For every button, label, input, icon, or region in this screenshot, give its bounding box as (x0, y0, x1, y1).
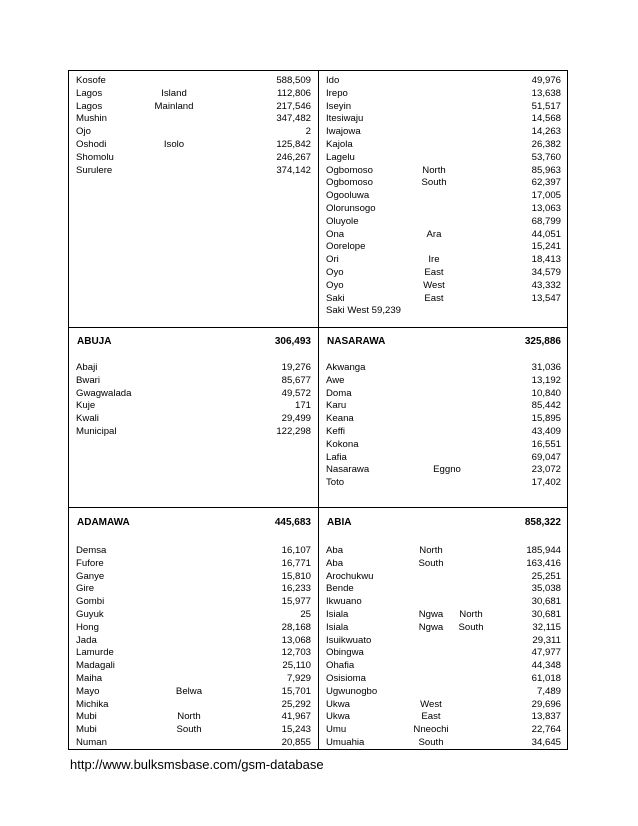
lga-name: Nasarawa (326, 464, 370, 476)
lga-name: Ogbomoso (326, 164, 373, 176)
table-row (319, 203, 568, 216)
lga-qualifier: South (418, 557, 444, 569)
table-row (69, 400, 318, 413)
table-row (319, 673, 568, 686)
lga-value: 112,806 (277, 87, 311, 99)
lga-value: 23,072 (531, 464, 561, 476)
lga-value: 29,696 (531, 698, 561, 710)
table-row (319, 609, 568, 622)
table-row (319, 216, 568, 229)
lga-qualifier: Mainland (154, 100, 194, 112)
rows-list (319, 75, 568, 318)
lga-value: 53,760 (531, 151, 561, 163)
lga-value: 22,764 (531, 724, 561, 736)
table-row (69, 596, 318, 609)
lga-name: Karu (326, 400, 347, 412)
table-row (69, 113, 318, 126)
lga-name: Kwali (76, 413, 99, 425)
lga-value: 25 (300, 608, 311, 620)
lga-name: Lagos (76, 87, 103, 99)
data-table (68, 70, 568, 750)
lga-name: Mushin (76, 113, 107, 125)
lga-name: Madagali (76, 660, 115, 672)
lga-value: 122,298 (276, 425, 311, 437)
table-row (319, 400, 568, 413)
lga-value: 12,703 (281, 647, 311, 659)
lga-name: Oorelope (326, 241, 366, 253)
lga-name: Saki West 59,239 (326, 305, 402, 317)
table-row (69, 609, 318, 622)
lga-name: Doma (326, 387, 352, 399)
lga-name: Awe (326, 374, 345, 386)
lga-value: 44,348 (531, 660, 561, 672)
lga-value: 32,115 (532, 621, 561, 633)
lga-name: Lagos (76, 100, 103, 112)
table-row (319, 711, 568, 724)
lga-value: 26,382 (531, 138, 561, 150)
lga-name: Aba (326, 557, 344, 569)
state-name: NASARAWA (327, 336, 386, 347)
lga-value: 14,568 (531, 113, 561, 125)
lga-value: 125,842 (276, 138, 311, 150)
table-row (69, 126, 318, 139)
lga-name: Ikwuano (326, 596, 362, 608)
lga-value: 49,572 (281, 387, 311, 399)
state-name: ABIA (327, 517, 352, 528)
lga-value: 13,638 (531, 87, 561, 99)
table-row (319, 139, 568, 152)
table-row (319, 545, 568, 558)
table-row (69, 362, 318, 375)
lga-value: 30,681 (531, 596, 561, 608)
table-row (69, 139, 318, 152)
lga-name: Mayo (76, 685, 100, 697)
lga-name: Mubi (76, 711, 97, 723)
lga-name: Toto (326, 477, 345, 489)
section-header (319, 336, 568, 352)
table-row (319, 75, 568, 88)
rows-list (319, 545, 568, 750)
lga-value: 44,051 (531, 228, 561, 240)
lga-name: Akwanga (326, 362, 366, 373)
table-row (69, 699, 318, 712)
lga-name: Isuikwuato (326, 634, 372, 646)
lga-value: 13,837 (531, 711, 561, 723)
lga-name: Oyo (326, 266, 344, 278)
lga-name: Guyuk (76, 608, 104, 620)
lga-name: Ido (326, 75, 340, 86)
lga-name: Lagelu (326, 151, 355, 163)
lga-qualifier: West (423, 279, 445, 291)
lga-name: Oshodi (76, 138, 107, 150)
table-row (319, 571, 568, 584)
table-row (69, 152, 318, 165)
lga-qualifier: East (421, 711, 441, 723)
lga-qualifier: West (420, 698, 442, 710)
table-row (319, 583, 568, 596)
table-row (319, 686, 568, 699)
lga-name: Kosofe (76, 75, 106, 86)
lga-qualifier: Eggno (433, 464, 461, 476)
lga-name: Lamurde (76, 647, 114, 659)
lga-qualifier: South (176, 724, 202, 736)
table-row (319, 647, 568, 660)
lga-qualifier: Isolo (163, 138, 185, 150)
lga-value: 34,579 (531, 266, 561, 278)
lga-name: Osisioma (326, 672, 366, 684)
table-row (319, 622, 568, 635)
lga-value: 15,895 (531, 413, 561, 425)
lga-name: Oluyole (326, 215, 359, 227)
lga-value: 15,241 (531, 241, 561, 253)
lga-value: 16,107 (281, 545, 311, 556)
lga-value: 34,645 (531, 736, 561, 748)
lga-value: 185,944 (526, 545, 561, 556)
table-row (319, 477, 568, 490)
lga-name: Kuje (76, 400, 96, 412)
lga-qualifier: Ire (428, 254, 440, 266)
lga-name: Bende (326, 583, 354, 595)
col-right (319, 327, 568, 507)
table-row (319, 388, 568, 401)
table-row (319, 375, 568, 388)
lga-name: Hong (76, 621, 99, 633)
table-row (69, 558, 318, 571)
lga-name: Umuahia (326, 736, 365, 748)
section-header (319, 517, 568, 533)
col-right (319, 71, 568, 327)
table-row (319, 229, 568, 242)
state-total: 325,886 (524, 336, 561, 347)
lga-value: 43,332 (531, 279, 561, 291)
lga-qualifier: Ngwa (418, 621, 444, 633)
lga-name: Gwagwalada (76, 387, 132, 399)
lga-value: 14,263 (531, 126, 561, 138)
lga-name: Iseyin (326, 100, 352, 112)
table-row (319, 724, 568, 737)
lga-name: Ukwa (326, 711, 350, 723)
state-name: ABUJA (77, 336, 112, 347)
lga-name: Mubi (76, 724, 97, 736)
footer-url[interactable]: http://www.bulksmsbase.com/gsm-database (70, 757, 324, 772)
lga-name: Ogbomoso (326, 177, 373, 189)
table-row (69, 635, 318, 648)
table-row (69, 737, 318, 750)
lga-value: 41,967 (281, 711, 311, 723)
lga-value: 7,489 (536, 685, 561, 697)
lga-value: 2 (305, 126, 311, 138)
lga-value: 15,977 (281, 596, 311, 608)
lga-value: 25,292 (281, 698, 311, 710)
table-row (319, 241, 568, 254)
state-total: 306,493 (274, 336, 311, 347)
lga-value: 61,018 (531, 672, 561, 684)
lga-name: Michika (76, 698, 109, 710)
lga-value: 31,036 (531, 362, 561, 373)
lga-qualifier: Nneochi (413, 724, 449, 736)
table-row (69, 413, 318, 426)
lga-name: Ukwa (326, 698, 350, 710)
lga-value: 217,546 (276, 100, 311, 112)
lga-name: Ona (326, 228, 345, 240)
lga-value: 85,677 (281, 374, 311, 386)
lga-name: Shomolu (76, 151, 114, 163)
lga-name: Ori (326, 254, 339, 266)
table-row (319, 190, 568, 203)
lga-name: Keana (326, 413, 354, 425)
table-row (319, 113, 568, 126)
table-row (69, 711, 318, 724)
lga-qualifier: East (424, 292, 444, 304)
lga-value: 13,547 (531, 292, 561, 304)
rows-list (69, 545, 318, 750)
table-row (319, 88, 568, 101)
table-row (69, 388, 318, 401)
lga-name: Ogooluwa (326, 190, 370, 202)
table-row (69, 426, 318, 439)
lga-name: Gire (76, 583, 95, 595)
lga-name: Ohafia (326, 660, 355, 672)
table-row (319, 101, 568, 114)
lga-value: 16,771 (281, 557, 311, 569)
lga-value: 15,701 (281, 685, 311, 697)
table-row (319, 267, 568, 280)
lga-name: Surulere (76, 164, 113, 176)
lga-name: Olorunsogo (326, 202, 376, 214)
lga-name: Keffi (326, 425, 346, 437)
lga-qualifier-2: South (458, 621, 484, 633)
lga-value: 15,810 (281, 570, 311, 582)
lga-name: Itesiwaju (326, 113, 364, 125)
lga-value: 347,482 (276, 113, 311, 125)
lga-value: 69,047 (531, 451, 561, 463)
lga-name: Fufore (76, 557, 104, 569)
table-row (319, 596, 568, 609)
lga-value: 588,509 (276, 75, 311, 86)
lga-qualifier: South (418, 736, 444, 748)
state-total: 858,322 (524, 517, 561, 528)
table-row (319, 126, 568, 139)
lga-value: 15,243 (281, 724, 311, 736)
lga-value: 29,499 (281, 413, 311, 425)
lga-value: 17,005 (531, 190, 561, 202)
lga-value: 16,551 (531, 438, 561, 450)
lga-name: Umu (326, 724, 347, 736)
lga-name: Ganye (76, 570, 105, 582)
section-header (69, 517, 318, 533)
table-row (69, 647, 318, 660)
table-row (69, 88, 318, 101)
rows-list (319, 362, 568, 490)
table-row (69, 375, 318, 388)
lga-qualifier: North (177, 711, 201, 723)
lga-name: Aba (326, 545, 344, 556)
lga-name: Isiala (326, 621, 349, 633)
lga-name: Ugwunogbo (326, 685, 378, 697)
table-row (319, 439, 568, 452)
lga-value: 28,168 (281, 621, 311, 633)
lga-value: 17,402 (531, 477, 561, 489)
table-row (319, 293, 568, 306)
table-row (319, 699, 568, 712)
table-row (69, 101, 318, 114)
lga-name: Demsa (76, 545, 107, 556)
table-row (69, 165, 318, 178)
table-row (69, 673, 318, 686)
lga-value: 7,929 (286, 672, 311, 684)
lga-qualifier: South (421, 177, 447, 189)
table-row (319, 280, 568, 293)
table-row (69, 545, 318, 558)
state-name: ADAMAWA (77, 517, 130, 528)
lga-name: Gombi (76, 596, 105, 608)
lga-value: 19,276 (281, 362, 311, 373)
state-total: 445,683 (274, 517, 311, 528)
lga-qualifier: Belwa (175, 685, 203, 697)
lga-name: Iwajowa (326, 126, 361, 138)
table-row (319, 452, 568, 465)
table-row (319, 426, 568, 439)
lga-name: Jada (76, 634, 97, 646)
section-abuja-nasarawa (69, 327, 567, 507)
lga-value: 13,192 (531, 374, 561, 386)
lga-value: 20,855 (281, 736, 311, 748)
lga-value: 85,442 (531, 400, 561, 412)
lga-name: Kajola (326, 138, 353, 150)
table-row (319, 413, 568, 426)
table-row (319, 177, 568, 190)
section-adamawa-abia (69, 507, 567, 750)
lga-name: Kokona (326, 438, 359, 450)
lga-qualifier-2: North (459, 608, 483, 620)
lga-qualifier: Ngwa (418, 608, 444, 620)
table-row (69, 686, 318, 699)
lga-name: Arochukwu (326, 570, 374, 582)
lga-value: 30,681 (531, 608, 561, 620)
lga-value: 47,977 (531, 647, 561, 659)
lga-name: Isiala (326, 608, 349, 620)
lga-value: 18,413 (531, 254, 561, 266)
table-row (69, 583, 318, 596)
lga-name: Lafia (326, 451, 347, 463)
lga-name: Saki (326, 292, 345, 304)
lga-qualifier: Island (161, 87, 187, 99)
lga-value: 62,397 (531, 177, 561, 189)
lga-value: 13,068 (281, 634, 311, 646)
col-left (69, 327, 318, 507)
table-row (319, 635, 568, 648)
lga-name: Obingwa (326, 647, 364, 659)
lga-value: 43,409 (531, 425, 561, 437)
rows-list (69, 362, 318, 439)
lga-qualifier: North (419, 545, 443, 556)
lga-name: Abaji (76, 362, 98, 373)
table-row (69, 724, 318, 737)
lga-value: 68,799 (531, 215, 561, 227)
lga-value: 49,976 (531, 75, 561, 86)
col-left (69, 507, 318, 750)
table-row (69, 660, 318, 673)
lga-value: 13,063 (531, 202, 561, 214)
table-row (319, 660, 568, 673)
col-right (319, 507, 568, 750)
lga-name: Municipal (76, 425, 117, 437)
lga-value: 85,963 (531, 164, 561, 176)
lga-value: 10,840 (531, 387, 561, 399)
lga-value: 51,517 (531, 100, 561, 112)
lga-name: Numan (76, 736, 107, 748)
lga-qualifier: East (424, 266, 444, 278)
col-left (69, 71, 318, 327)
lga-name: Irepo (326, 87, 348, 99)
lga-value: 29,311 (532, 634, 561, 646)
lga-value: 374,142 (276, 164, 311, 176)
lga-name: Maiha (76, 672, 103, 684)
table-row (319, 305, 568, 318)
lga-value: 25,251 (531, 570, 561, 582)
table-row (319, 254, 568, 267)
section-header (69, 336, 318, 352)
lga-value: 246,267 (276, 151, 311, 163)
rows-list (69, 75, 318, 177)
lga-name: Oyo (326, 279, 344, 291)
table-row (69, 75, 318, 88)
table-row (319, 464, 568, 477)
table-row (319, 152, 568, 165)
table-row (69, 571, 318, 584)
table-row (319, 165, 568, 178)
table-row (319, 558, 568, 571)
lga-value: 35,038 (531, 583, 561, 595)
section-oyo-lagos (69, 71, 567, 327)
table-row (319, 362, 568, 375)
lga-value: 163,416 (526, 557, 561, 569)
lga-qualifier: North (422, 164, 446, 176)
lga-value: 16,233 (281, 583, 311, 595)
lga-value: 25,110 (282, 660, 311, 672)
table-row (69, 622, 318, 635)
lga-qualifier: Ara (426, 228, 442, 240)
table-row (319, 737, 568, 750)
lga-value: 171 (294, 400, 311, 412)
lga-name: Bwari (76, 374, 100, 386)
lga-name: Ojo (76, 126, 91, 138)
